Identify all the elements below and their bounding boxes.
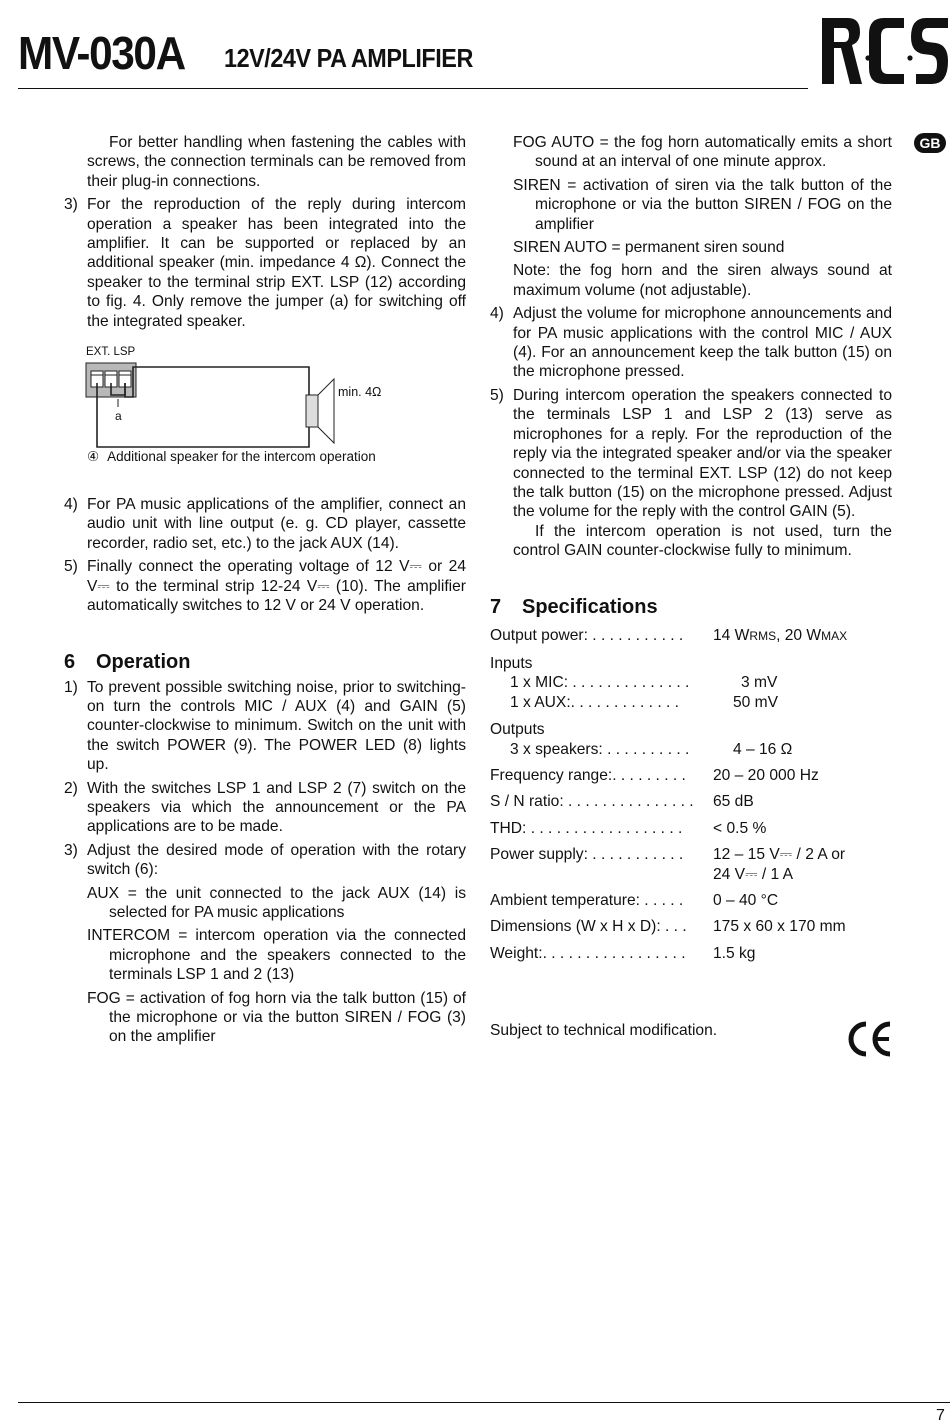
item-text: To prevent possible switching noise, prior to switching-on turn the controls MIC / AUX (4) and GAIN (5) counter-clockwise to minimum. Switch on the unit with the switch POWER (9). The POWER LED (8) lights up.	[87, 678, 466, 774]
mode-list-continued	[490, 133, 892, 300]
spec-value: 65 dB	[713, 793, 754, 811]
item-text: With the switches LSP 1 and LSP 2 (7) switch on the speakers via which the announcement or the PA applications are to be made.	[87, 779, 466, 836]
item-text	[513, 386, 892, 561]
jumper-label: a	[115, 409, 122, 424]
list-item	[64, 195, 466, 331]
item-number: 3)	[64, 841, 78, 859]
footer-divider	[18, 1402, 950, 1403]
spec-value: 4 – 16 Ω	[733, 740, 793, 758]
mode-aux: AUX = the unit connected to the jack AUX (14) is selected for PA music applications	[87, 884, 466, 921]
mode-siren: SIREN = activation of siren via the talk button of the microphone or via the button SIREN / FOG on the amplifier	[513, 176, 892, 233]
spec-row-thd	[490, 819, 892, 838]
note-text: Note: the fog horn and the siren always sound at maximum volume (not adjustable).	[513, 262, 892, 299]
spec-row-output-power	[490, 626, 892, 646]
spec-row-aux	[490, 693, 892, 712]
spec-label: S / N ratio: . . . . . . . . . . . . . . .	[490, 793, 694, 811]
spec-label: 3 x speakers: . . . . . . . . . .	[510, 740, 690, 758]
section-title: Operation	[96, 650, 191, 673]
item-number: 1)	[64, 678, 78, 696]
item-number: 5)	[490, 386, 504, 404]
spec-label: Power supply: . . . . . . . . . . .	[490, 846, 684, 864]
item-number: 5)	[64, 558, 78, 576]
speaker-label: min. 4Ω	[338, 385, 382, 400]
spec-row-dimensions	[490, 917, 892, 936]
list-item	[64, 779, 466, 837]
spec-label: Dimensions (W x H x D): . . .	[490, 918, 687, 936]
spec-value: < 0.5 %	[713, 819, 767, 837]
spec-group-inputs: Inputs	[490, 654, 533, 672]
mode-fog: FOG = activation of fog horn via the talk button (15) of the microphone or via the button SIREN / FOG (3) on the amplifier	[87, 989, 466, 1046]
spec-row-temperature	[490, 891, 892, 910]
item-number: 3)	[64, 196, 78, 214]
figure-4	[64, 341, 466, 491]
section-number: 7	[490, 595, 502, 618]
spec-group-outputs: Outputs	[490, 721, 545, 739]
language-badge: GB	[914, 133, 946, 153]
section-title: Specifications	[522, 595, 658, 618]
item-text-extra: If the intercom operation is not used, turn the control GAIN counter-clockwise fully to minimum.	[513, 522, 892, 560]
intro-paragraph: For better handling when fastening the cables with screws, the connection terminals can be removed from their plug-in connections.	[87, 134, 466, 190]
list-item	[64, 557, 466, 615]
spec-value: 20 – 20 000 Hz	[713, 766, 819, 784]
model-name: MV-030A	[18, 27, 185, 79]
spec-value: 175 x 60 x 170 mm	[713, 918, 846, 936]
item-number: 4)	[490, 305, 504, 323]
item-text: Finally connect the operating voltage of 12 V⎓ or 24 V⎓ to the terminal strip 12-24 V⎓ (10). The amplifier automatically switches to 12 V or 24 V operation.	[87, 558, 466, 615]
spec-value: 1.5 kg	[713, 944, 756, 962]
spec-value: 50 mV	[733, 693, 779, 711]
spec-row-mic	[490, 673, 892, 692]
rcs-logo	[820, 14, 950, 88]
section-heading-specifications	[490, 595, 892, 619]
page-header	[18, 24, 808, 89]
spec-row-weight	[490, 944, 892, 963]
page-number: 7	[936, 1407, 945, 1424]
spec-label: 1 x AUX:. . . . . . . . . . . . .	[510, 693, 679, 711]
item-number: 4)	[64, 496, 78, 514]
spec-label: Output power: . . . . . . . . . . .	[490, 626, 684, 644]
spec-label: Ambient temperature: . . . . .	[490, 892, 684, 909]
list-item	[64, 841, 466, 880]
left-column	[64, 133, 466, 1047]
figure-number: ④	[87, 449, 100, 465]
section-heading-operation	[64, 650, 466, 674]
list-item	[64, 495, 466, 553]
item-text: Adjust the desired mode of operation with the rotary switch (6):	[87, 841, 466, 879]
list-item	[64, 678, 466, 775]
item-text: For the reproduction of the reply during intercom operation a speaker has been integrated into the amplifier. It can be supported or replaced by an additional speaker (min. impedance 4 Ω). Connect the speaker to the terminal strip EXT. LSP (12) according to fig. 4. Only remove the jumper (a) for switching off the integrated speaker.	[87, 196, 466, 330]
item-text-main: During intercom operation the speakers connected to the terminals LSP 1 and LSP 2 (13) serve as microphones for a reply. For the reproduction of the reply via the integrated speaker and/or via the speaker connected to the terminal EXT. LSP (12) do not keep the talk button (15) on the microphone pressed. Adjust the volume for the reply with the control GAIN (5).	[513, 386, 892, 521]
mode-intercom: INTERCOM = intercom operation via the connected microphone and the speakers connected to the terminals LSP 1 and 2 (13)	[87, 927, 466, 984]
spec-label: THD: . . . . . . . . . . . . . . . . . .	[490, 819, 683, 837]
spec-row-power-supply	[490, 845, 892, 884]
spec-label: Frequency range:. . . . . . . . .	[490, 766, 686, 784]
section-number: 6	[64, 650, 76, 673]
list-item	[490, 304, 892, 382]
list-item	[490, 386, 892, 561]
ce-mark-icon	[846, 1020, 892, 1058]
mode-list	[64, 884, 466, 1047]
right-column	[490, 133, 892, 1041]
spec-row-sn	[490, 792, 892, 811]
terminal-label: EXT. LSP	[86, 346, 136, 359]
product-subtitle: 12V/24V PA AMPLIFIER	[224, 43, 473, 73]
spec-table	[490, 626, 892, 964]
caption-text: Additional speaker for the intercom operation	[107, 449, 376, 465]
spec-value: 12 – 15 V⎓ / 2 A or 24 V⎓ / 1 A	[713, 846, 846, 883]
spec-label: Weight:. . . . . . . . . . . . . . . . .	[490, 944, 686, 962]
spec-value: 14 WRMS, 20 WMAX	[713, 626, 848, 644]
item-number: 2)	[64, 779, 78, 797]
wiring-diagram	[84, 357, 344, 457]
item-text: Adjust the volume for microphone announcements and for PA music applications with the control MIC / AUX (4). For an announcement keep the talk button (15) on the microphone pressed.	[513, 305, 892, 381]
mode-fog-auto: FOG AUTO = the fog horn automatically emits a short sound at an interval of one minute approx.	[513, 134, 892, 171]
subject-note: Subject to technical modification.	[490, 1022, 718, 1040]
mode-siren-auto: SIREN AUTO = permanent siren sound	[513, 239, 785, 257]
figure-caption	[87, 447, 376, 466]
spec-row-speakers	[490, 740, 892, 759]
spec-label: 1 x MIC: . . . . . . . . . . . . . .	[510, 674, 690, 692]
spec-row-frequency	[490, 766, 892, 785]
spec-value: 3 mV	[741, 674, 778, 692]
item-text: For PA music applications of the amplifier, connect an audio unit with line output (e. g. CD player, cassette recorder, radio set, etc.) to the jack AUX (14).	[87, 496, 466, 552]
spec-value: 0 – 40 °C	[713, 892, 779, 909]
